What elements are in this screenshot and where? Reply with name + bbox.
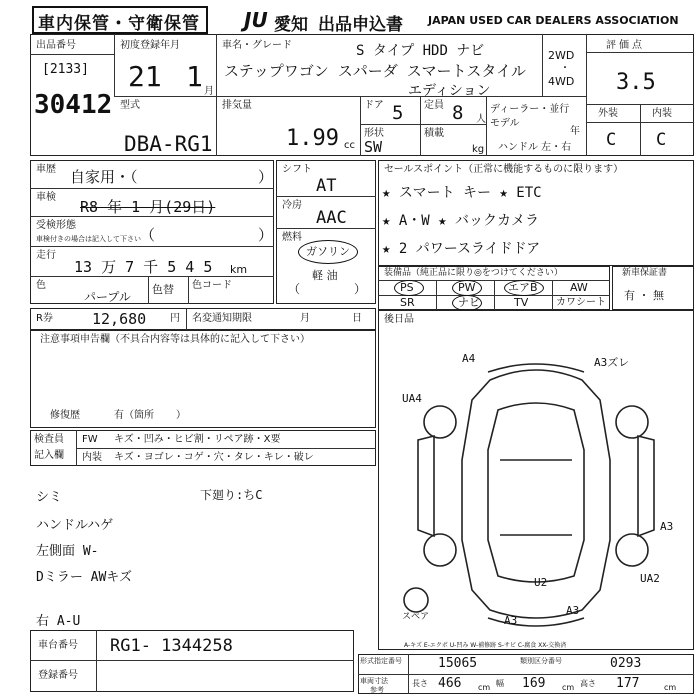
- first-reg-year: 21: [128, 60, 162, 93]
- lot-sub-number: [2133]: [42, 62, 89, 77]
- association-name: JAPAN USED CAR DEALERS ASSOCIATION: [428, 14, 679, 27]
- repair-close: ）: [176, 410, 186, 421]
- equip-navi: ナビ: [458, 296, 480, 309]
- guarantee-value: 有 ・ 無: [624, 289, 664, 302]
- inspect-form-close: ）: [258, 226, 274, 244]
- displacement-unit: cc: [344, 140, 355, 151]
- handle-label: ハンドル 左・右: [498, 142, 572, 153]
- mark-a3-right: A3: [660, 520, 674, 533]
- shape-value: SW: [364, 138, 383, 156]
- mark-a4: A4: [462, 352, 476, 365]
- damage-legend: A-キズ E-エクボ U-凹み W-補修跡 S-サビ C-腐食 XX-交換済: [404, 642, 567, 649]
- height-unit: cm: [664, 683, 677, 692]
- repair-label: 修復歴: [50, 410, 80, 421]
- equip-sr: SR: [400, 296, 415, 309]
- name-change-day: 日: [352, 313, 362, 324]
- equip-leather: カワシート: [556, 297, 606, 308]
- recycle-unit: 円: [170, 313, 180, 324]
- mark-ua4: UA4: [402, 392, 422, 405]
- dealer-label: ディーラー・並行: [490, 104, 570, 115]
- chassis-label: 車台番号: [38, 640, 78, 651]
- remark-4: Dミラー AWキズ: [36, 570, 133, 585]
- length-value: 466: [438, 676, 462, 691]
- inspection-value: R8 年 1 月(29日): [80, 198, 216, 216]
- fw-label: FW: [82, 434, 98, 445]
- inspection-label: 車検: [36, 192, 56, 203]
- remark-6: 下廻り:ちC: [200, 488, 263, 502]
- mileage-label: 走行: [36, 250, 56, 261]
- spec-label-2: 類別区分番号: [520, 657, 562, 665]
- spec-value-2: 0293: [610, 656, 642, 671]
- mark-a3-zure: A3ズレ: [594, 356, 630, 369]
- after-label: 後日品: [384, 314, 414, 325]
- model-year-label: モデル: [490, 118, 520, 129]
- type-value: DBA-RG1: [124, 132, 213, 156]
- inspect-form-open: （: [140, 226, 156, 244]
- equip-tv: TV: [514, 296, 529, 309]
- history-value: 自家用・（: [70, 168, 138, 186]
- sales-point-3: ★ 2 パワースライドドア: [382, 241, 541, 257]
- ac-value: AAC: [316, 208, 347, 228]
- equip-airbag: エアB: [508, 281, 538, 294]
- sales-point-1: ★ スマート キー ★ ETC: [382, 185, 542, 201]
- lot-label: 出品番号: [36, 40, 76, 51]
- plate-label: 登録番号: [38, 670, 78, 681]
- model-label: 車名・グレード: [222, 40, 292, 51]
- chassis-value: RG1- 1344258: [110, 636, 233, 656]
- first-reg-month: 1: [186, 60, 203, 93]
- recycle-label: R券: [36, 313, 53, 324]
- inspect-form-note: 車検付きの場合は記入して下さい: [36, 235, 141, 243]
- inspect-form-label: 受検形態: [36, 220, 76, 231]
- mark-u2: U2: [534, 576, 548, 589]
- repair-value: 有（箇所: [114, 410, 154, 421]
- mileage-unit: km: [230, 263, 248, 276]
- exterior-label: 外装: [598, 108, 618, 119]
- displacement-value: 1.99: [286, 126, 339, 151]
- color-code-label: 色コード: [192, 280, 232, 291]
- grade-text: S タイプ HDD ナビ: [356, 43, 485, 59]
- capacity-value: 8: [452, 102, 464, 124]
- car-name-text: ステップワゴン スパーダ スマートスタイル: [224, 62, 527, 80]
- fuel-diesel: 軽 油: [312, 269, 338, 282]
- exterior-grade: C: [606, 130, 617, 150]
- mileage-value: 13 万 7 千 5 4 5: [74, 258, 213, 276]
- fuel-label: 燃料: [282, 232, 302, 243]
- interior-items-label: 内装: [82, 452, 102, 463]
- drive-sep: ・: [560, 63, 570, 74]
- history-label: 車歴: [36, 164, 56, 175]
- spare-label: スペア: [402, 612, 430, 622]
- logo: JU: [244, 8, 268, 32]
- equip-aw: AW: [570, 281, 588, 294]
- door-value: 5: [392, 102, 404, 124]
- fw-items: キズ・凹み・ヒビ割・リペア跡・X要: [114, 434, 281, 445]
- remark-1: シミ: [36, 490, 63, 505]
- width-unit: cm: [562, 683, 575, 692]
- spec-value-1: 15065: [438, 656, 478, 671]
- length-unit: cm: [478, 683, 491, 692]
- mark-a3-bottom: A3: [504, 614, 518, 627]
- history-close: ）: [258, 168, 274, 186]
- form-title: 出品申込書: [318, 15, 403, 35]
- name-change-label: 名変通知期限: [192, 313, 252, 324]
- score-value: 3.5: [616, 70, 656, 95]
- door-label: ドア: [364, 100, 384, 111]
- name-change-month: 月: [300, 313, 310, 324]
- equip-ps: PS: [400, 281, 414, 294]
- color-label: 色: [36, 280, 46, 291]
- sales-points-label: セールスポイント（正常に機能するものに限ります）: [384, 164, 624, 175]
- equipment-label: 装備品（純正品に限り◎をつけてください）: [384, 268, 563, 278]
- fuel-gas: ガソリン: [306, 245, 350, 258]
- mark-a3-bottom-right: A3: [566, 604, 580, 617]
- shift-label: シフト: [282, 164, 312, 175]
- car-diagram: [378, 310, 694, 650]
- width-value: 169: [522, 676, 546, 691]
- equip-pw: PW: [458, 281, 476, 294]
- guarantee-label: 新車保証書: [622, 268, 668, 278]
- recycle-value: 12,680: [92, 310, 147, 328]
- edition-text: エディション: [408, 83, 491, 99]
- remark-3: 左側面 W-: [36, 544, 99, 559]
- inspector-label-1: 検査員: [34, 434, 64, 445]
- interior-items: キズ・ヨゴレ・コゲ・穴・タレ・キレ・破レ: [114, 452, 314, 463]
- spec-sub: 参考: [370, 686, 384, 694]
- color-value: パープル: [84, 290, 131, 304]
- shift-value: AT: [316, 176, 337, 196]
- remark-5: 右 A-U: [36, 614, 81, 629]
- score-label: 評価点: [606, 40, 645, 51]
- load-label: 積載: [424, 128, 444, 139]
- remark-2: ハンドルハゲ: [36, 518, 114, 533]
- height-label: 高さ: [580, 679, 596, 688]
- inspector-label-2: 記入欄: [34, 450, 64, 461]
- shape-label: 形状: [364, 128, 384, 139]
- capacity-label: 定員: [424, 100, 444, 111]
- height-value: 177: [616, 676, 640, 691]
- drive-2wd: 2WD: [548, 49, 575, 62]
- ac-label: 冷房: [282, 200, 302, 211]
- drive-4wd: 4WD: [548, 75, 575, 88]
- first-reg-label: 初度登録年月: [120, 40, 180, 51]
- type-label: 型式: [120, 100, 140, 111]
- fuel-open: （: [288, 282, 301, 296]
- interior-label: 内装: [652, 108, 672, 119]
- length-label: 長さ: [412, 679, 428, 688]
- notes-label: 注意事項申告欄（不具合内容等は具体的に記入して下さい）: [40, 334, 310, 345]
- fuel-close: ）: [354, 282, 367, 296]
- org-name: 愛知: [274, 15, 308, 35]
- color-change-label: 色替: [152, 283, 174, 296]
- displacement-label: 排気量: [222, 100, 252, 111]
- stamp-text: 車内保管・守衛保管: [38, 14, 200, 34]
- first-reg-month-unit: 月: [204, 86, 214, 97]
- mark-ua2: UA2: [640, 572, 660, 585]
- model-year-unit: 年: [570, 126, 580, 137]
- lot-number: 30412: [34, 90, 113, 120]
- interior-grade: C: [656, 130, 667, 150]
- sales-point-2: ★ A・W ★ バックカメラ: [382, 213, 540, 229]
- spec-label-1: 形式指定番号: [360, 657, 402, 665]
- width-label: 幅: [496, 679, 504, 688]
- load-unit: kg: [472, 144, 485, 155]
- spec-label-3: 車両寸法: [360, 677, 388, 685]
- capacity-unit: 人: [476, 114, 486, 125]
